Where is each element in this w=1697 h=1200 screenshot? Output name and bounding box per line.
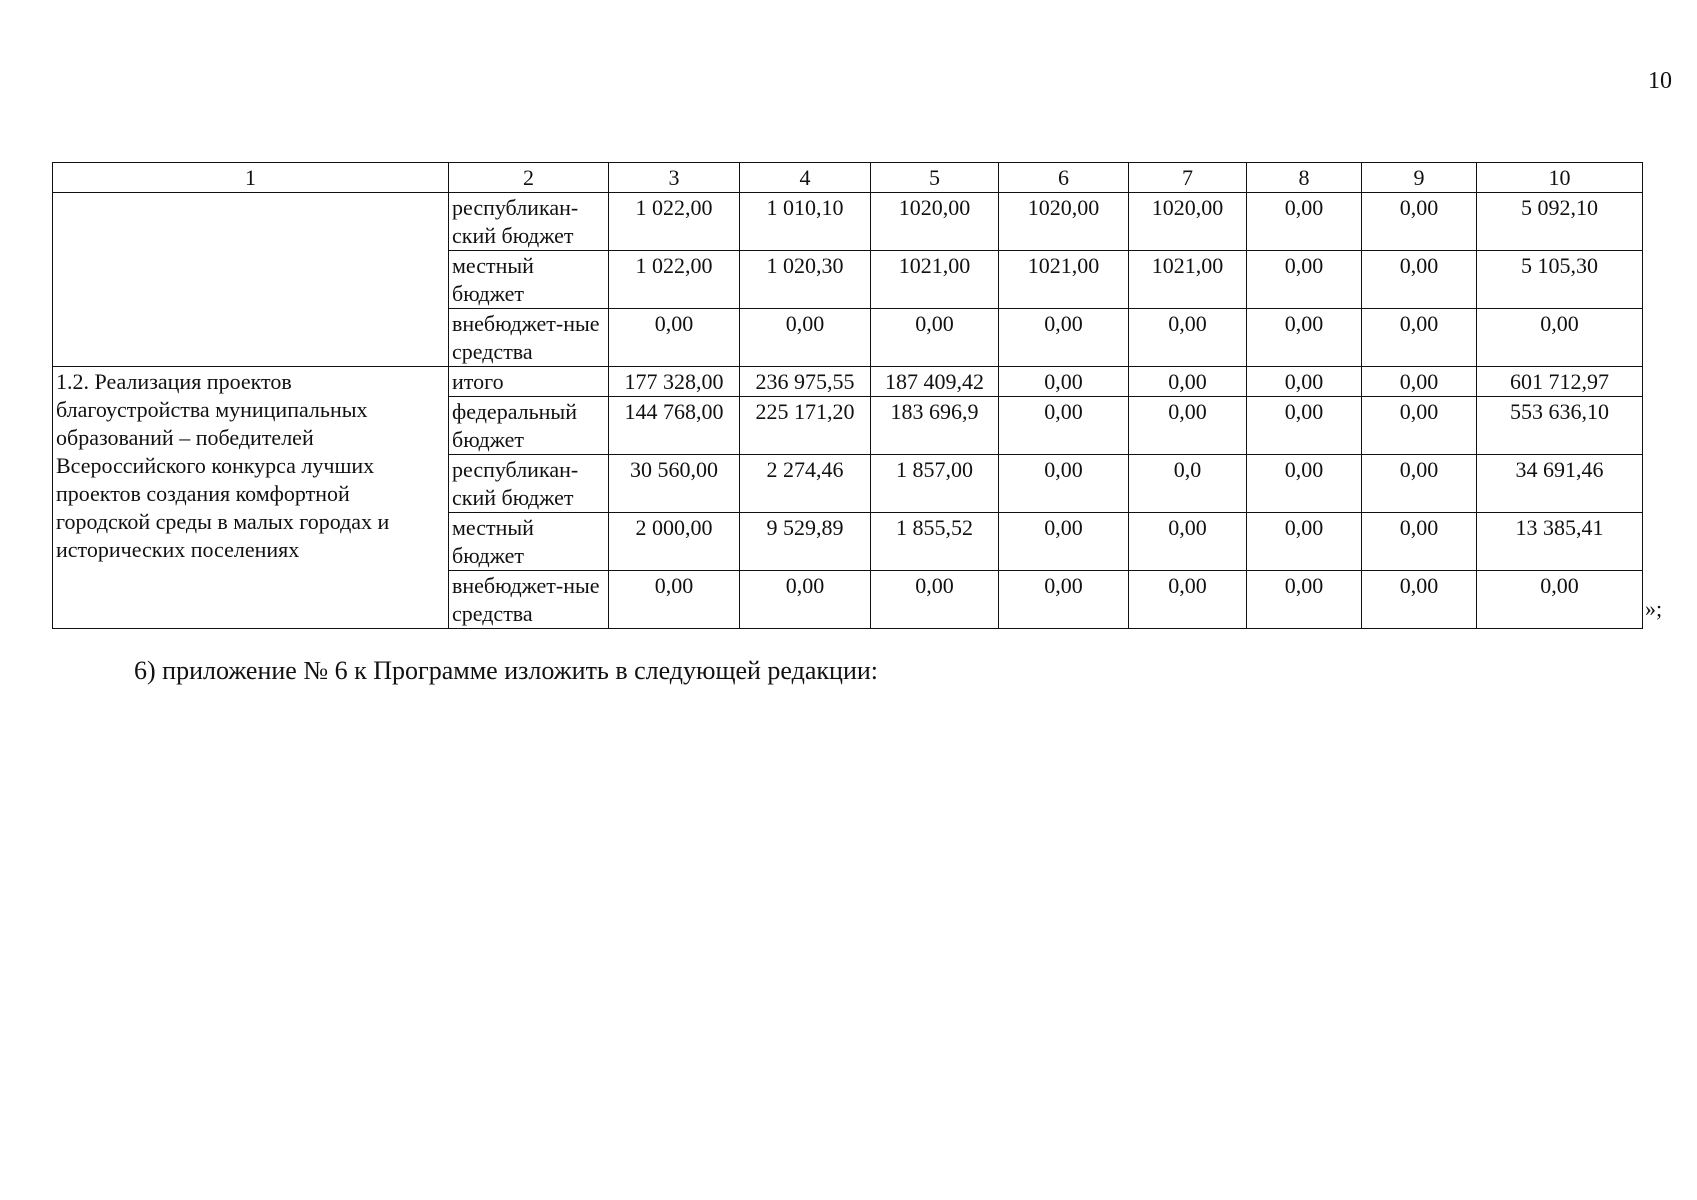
value-cell: 0,00 [1129,513,1247,571]
funding-source-cell: республикан-ский бюджет [449,455,609,513]
value-cell: 187 409,42 [871,367,999,397]
funding-source-cell: федеральный бюджет [449,397,609,455]
value-cell: 0,00 [1247,571,1362,629]
value-cell: 1020,00 [999,193,1129,251]
table-header-row [53,163,1643,193]
column-header: 6 [999,163,1129,193]
value-cell: 0,00 [999,367,1129,397]
value-cell: 1 855,52 [871,513,999,571]
funding-source-cell: местный бюджет [449,513,609,571]
value-cell: 1 022,00 [609,193,740,251]
value-cell: 144 768,00 [609,397,740,455]
value-cell: 0,00 [999,513,1129,571]
value-cell: 0,00 [1362,455,1477,513]
value-cell: 177 328,00 [609,367,740,397]
value-cell: 0,00 [609,309,740,367]
value-cell: 0,00 [1362,251,1477,309]
value-cell: 0,00 [609,571,740,629]
column-header: 7 [1129,163,1247,193]
activity-name-cell: 1.2. Реализация проектов благоустройства муниципальных образований – победителей Всероссийского конкурса лучших проектов создания комфортной городской среды в малых городах и исторических поселениях [53,367,449,629]
page-number: 10 [1648,68,1672,94]
budget-table [52,162,1643,629]
value-cell: 2 274,46 [740,455,871,513]
total-cell: 0,00 [1477,571,1643,629]
value-cell: 0,00 [1362,193,1477,251]
value-cell: 0,00 [1247,513,1362,571]
value-cell: 225 171,20 [740,397,871,455]
column-header: 1 [53,163,449,193]
total-cell: 5 092,10 [1477,193,1643,251]
closing-quote: »; [1645,596,1663,621]
value-cell: 1020,00 [1129,193,1247,251]
amendment-paragraph: 6) приложение № 6 к Программе изложить в следующей редакции: [134,656,878,685]
value-cell: 2 000,00 [609,513,740,571]
column-header: 2 [449,163,609,193]
total-cell: 34 691,46 [1477,455,1643,513]
column-header: 10 [1477,163,1643,193]
value-cell: 0,00 [1129,309,1247,367]
table-row [53,193,1643,251]
value-cell: 1 010,10 [740,193,871,251]
funding-source-cell: местный бюджет [449,251,609,309]
value-cell: 1 857,00 [871,455,999,513]
value-cell: 0,00 [740,309,871,367]
value-cell: 0,00 [1247,455,1362,513]
value-cell: 0,00 [1362,571,1477,629]
value-cell: 0,00 [999,309,1129,367]
value-cell: 1021,00 [999,251,1129,309]
funding-source-cell: республикан-ский бюджет [449,193,609,251]
value-cell: 0,00 [1362,513,1477,571]
table-row [53,367,1643,397]
funding-source-cell: итого [449,367,609,397]
column-header: 3 [609,163,740,193]
value-cell: 0,0 [1129,455,1247,513]
value-cell: 0,00 [999,455,1129,513]
value-cell: 0,00 [740,571,871,629]
value-cell: 0,00 [1247,193,1362,251]
value-cell: 1 022,00 [609,251,740,309]
value-cell: 0,00 [1247,397,1362,455]
value-cell: 1021,00 [871,251,999,309]
column-header: 4 [740,163,871,193]
value-cell: 0,00 [1129,367,1247,397]
value-cell: 30 560,00 [609,455,740,513]
total-cell: 5 105,30 [1477,251,1643,309]
value-cell: 0,00 [871,309,999,367]
empty-activity-cell [53,193,449,367]
value-cell: 0,00 [1362,367,1477,397]
value-cell: 0,00 [1362,309,1477,367]
value-cell: 0,00 [999,397,1129,455]
total-cell: 13 385,41 [1477,513,1643,571]
value-cell: 0,00 [1247,251,1362,309]
value-cell: 1020,00 [871,193,999,251]
total-cell: 553 636,10 [1477,397,1643,455]
value-cell: 0,00 [871,571,999,629]
column-header: 8 [1247,163,1362,193]
value-cell: 236 975,55 [740,367,871,397]
funding-source-cell: внебюджет-ные средства [449,571,609,629]
value-cell: 9 529,89 [740,513,871,571]
column-header: 5 [871,163,999,193]
column-header: 9 [1362,163,1477,193]
total-cell: 0,00 [1477,309,1643,367]
value-cell: 183 696,9 [871,397,999,455]
value-cell: 0,00 [999,571,1129,629]
funding-source-cell: внебюджет-ные средства [449,309,609,367]
value-cell: 0,00 [1362,397,1477,455]
value-cell: 0,00 [1129,571,1247,629]
value-cell: 0,00 [1247,309,1362,367]
total-cell: 601 712,97 [1477,367,1643,397]
value-cell: 0,00 [1129,397,1247,455]
value-cell: 1 020,30 [740,251,871,309]
value-cell: 1021,00 [1129,251,1247,309]
value-cell: 0,00 [1247,367,1362,397]
